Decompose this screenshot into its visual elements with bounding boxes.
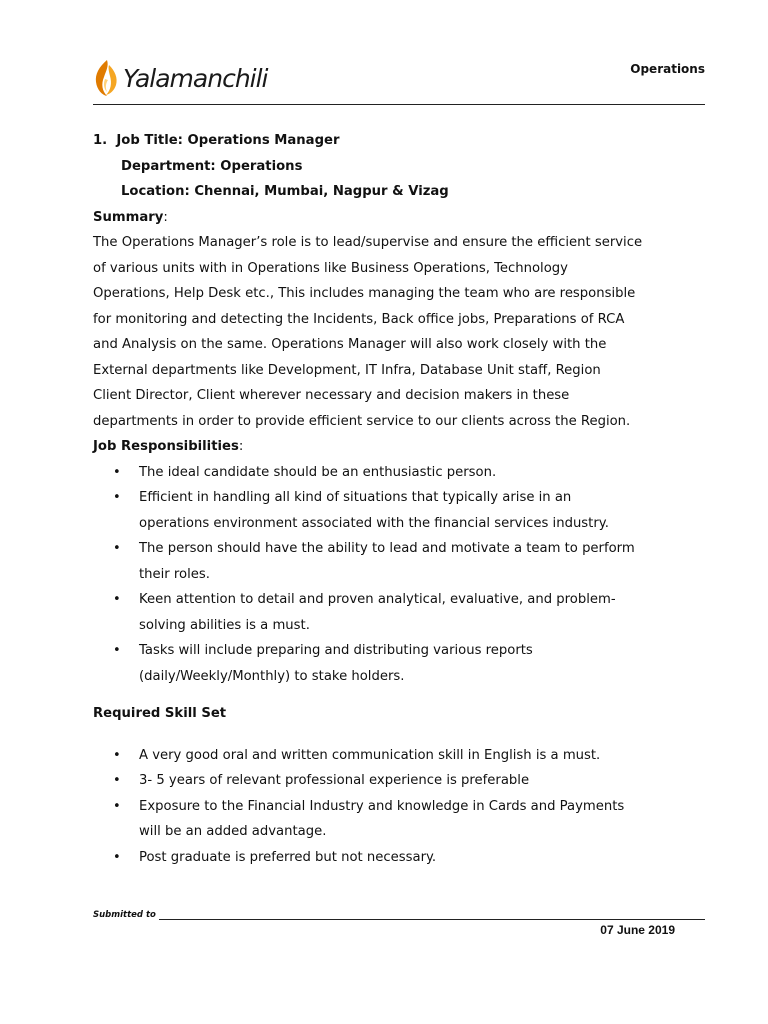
summary-line: Operations, Help Desk etc., This includes managing the team who are responsible [93,286,636,301]
spacer [93,727,683,743]
flame-logo-icon [93,59,119,97]
summary-heading: Summary: [93,209,168,225]
department-value: Operations [220,158,303,174]
list-item: • 3- 5 years of relevant professional experience is preferable [93,768,683,794]
location-line: Location: Chennai, Mumbai, Nagpur & Vizag [121,184,449,199]
responsibilities-heading: Job Responsibilities: [93,439,244,454]
summary-line: for monitoring and detecting the Incidents, Back office jobs, Preparations of RCA [93,311,625,327]
summary-line: of various units with in Operations like Business Operations, Technology [93,260,568,276]
summary-line: and Analysis on the same. Operations Manager will also work closely with the [93,337,607,352]
skills-heading: Required Skill Set [93,706,227,721]
summary-paragraph [93,230,683,434]
page-header [93,56,705,105]
document-date: 07 June 2019 [600,923,675,937]
summary-line: Client Director, Client wherever necessary and decision makers in these [93,388,570,403]
header-section-label: Operations [630,62,705,76]
job-title-label: Job Title [116,133,178,148]
list-item: • Keen attention to detail and proven analytical, evaluative, and problem- solving abilities is a must. [93,587,683,638]
location-value: Chennai, Mumbai, Nagpur & Vizag [194,184,449,199]
list-item: • The ideal candidate should be an enthusiastic person. [93,460,683,486]
submitted-to-label: Submitted to [93,910,156,920]
list-item: • The person should have the ability to lead and motivate a team to perform their roles. [93,536,683,587]
signature-line [159,919,705,920]
department-line: Department: Operations [121,158,303,174]
location-label: Location [121,184,185,199]
document-body [93,128,683,870]
list-item: • Post graduate is preferred but not necessary. [93,845,683,871]
skills-list [93,743,683,871]
list-item: • Tasks will include preparing and distributing various reports (daily/Weekly/Monthly) to stake holders. [93,638,683,689]
company-logo [93,58,268,98]
department-label: Department [121,158,211,174]
job-title-line: 1. Job Title: Operations Manager [93,133,340,148]
spacer [93,689,683,701]
list-item: • Exposure to the Financial Industry and knowledge in Cards and Payments will be an added advantage. [93,794,683,845]
logo-text: Yalamanchili [123,63,268,93]
summary-line: departments in order to provide efficient service to our clients across the Region. [93,413,631,429]
page-footer [93,910,705,940]
responsibilities-list [93,460,683,690]
job-title-value: Operations Manager [187,133,340,148]
list-item: • A very good oral and written communication skill in English is a must. [93,743,683,769]
list-item: • Efficient in handling all kind of situations that typically arise in an operations environment associated with the financial services industry. [93,485,683,536]
summary-line: External departments like Development, IT Infra, Database Unit staff, Region [93,362,601,378]
summary-line: The Operations Manager’s role is to lead/supervise and ensure the efficient service [93,235,643,250]
